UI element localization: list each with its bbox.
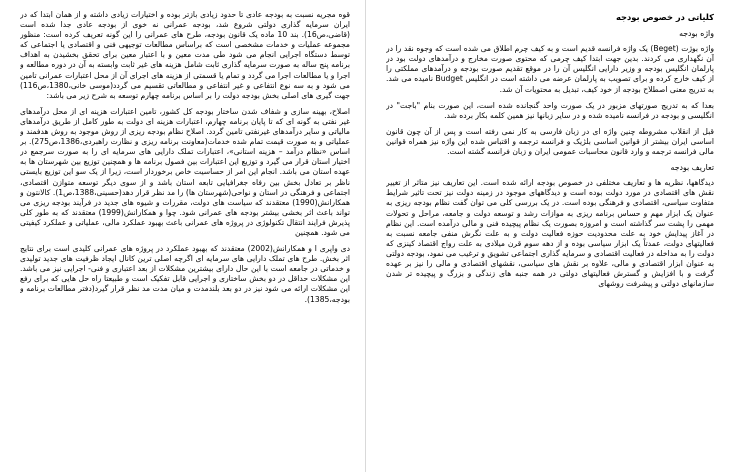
paragraph: اصلاح، بهینه سازی و شفاف شدن ساختار بودجه کل کشور، تامین اعتبارات هزینه ای از محل درآمدهای غیر نفتی به گونه ای که تا پایان برنامه چهارم، اعتبارات هزینه ای دولت به طور کامل از طریق درآمدهای مالیاتی و سایر درآمدهای غیرنفتی تامین گردد. اصلاح نظام بودجه ریزی از روش موجود به روش هدفمند و عملیاتی و به صورت قیمت تمام شده خدمات(معاونت برنامه ریزی و نظارت راهبردی،1386،ص275). بر اساس «نظام درآمد – هزینه استانی»، اعتبارات تملک دارایی های سرمایه ای را به صورت سرجمع در اختیار استان قرار می گیرد و توزیع این اعتبارات بین فصول برنامه ها و همچنین توزیع بین شهرستان ها به عهده استان می باشد. انجام این امر از حساسیت خاص برخوردار است، زیرا از یک سو این توزیع بایستی ناظر بر تعادل بخش بین رفاه جغرافیایی تابعه استان باشد و از سوی دیگر توسعه متوازن اقتصادی، اجتماعی و فرهنگی در استان و نواحی(شهرستان ها) را مد نظر قرار دهد(حسینی،1388،ص1). کالانتون و همکارانش(1990) معتقدند که سیاست های دولت، مقررات و شیوه های جدید در فرآیند بودجه ریزی می تواند باعث اثر بخشی بیشتر بودجه های عمرانی شود. چوا و همکارانش(1999) معتقدند که به طور کلی پذیرش فرایند انتقال تکنولوژی در پروژه های عمرانی باعث بهبود عملکرد مالی، عملیاتی و عملکرد کیفیتی می شود. همچنین [20,106,350,237]
paragraph: واژه بوژت (Beget) یک واژه فرانسه قدیم است و به کیف چرم اطلاق می شده است که وجوه نقد را در آن نگهداری می کردند. بدین جهت ابتدا کیف چرمی که محتوی صورت مخارج و درآمدهای دولت بود در پارلمان انگلیس بودجه و وزیر دارایی انگلیس آن را در موقع تقدیم صورت بودجه و درآمدهای مملکتی را از کیف خارج کرده و برای تصویب به پارلمان عرضه می داشته است در انگلیس Budget نامیده می شد. به تدریج معنی اصطلاح بودجه از خود کیف، تبدیل به محتویات آن شد. [386,44,714,94]
page-title: کلیاتی در خصوص بودجه [615,12,714,22]
paragraph: قبل از انقلاب مشروطه چنین واژه ای در زبان فارسی به کار نمی رفته است و پس از آن چون قانون اساسی ایران بیشتر از قوانین اساسی بلژیک و فرانسه ترجمه و اقتباس شده این واژه نیز همراه قوانین مالی فرانسه ترجمه و وارد قانون محاسبات عمومی ایران و زبان فرانسه گشته است. [386,126,714,157]
right-page [366,0,732,472]
paragraph: دیدگاهها، نظریه ها و تعاریف مختلفی در خصوص بودجه ارائه شده است. این تعاریف نیز متاثر از تغییر نقش های اقتصادی در مورد دولت بوده است و دیدگاههای موجود در زمینه دولت نیز تحت تاثیر شرایط متفاوت سیاسی، اقتصادی و فرهنگی بوده است. در یک بررسی کلی می توان گفت نظام بودجه ریزی به عنوان یک ابزار مهم و حساس برنامه ریزی به موازات رشد و توسعه دولت و جامعه، مراحل و تحولات مهمی را پشت سر گذاشته است و امروزه بصورت یک نظام پیچیده فنی و مالی درآمده است. این نظام در آغاز پیدایش خود به علت محدودیت حوزه فعالیت دولت و به علت نگرش منفی جامعه نسبت به فعالیتهای دولت، عمدتاً یک ابزار سیاسی بوده و از دهه سوم قرن میلادی به علت رواج اقتصاد کینزی که دولت را به مداخله در فعالیت اقتصادی و سرمایه گذاری اجتماعی تشویق و ترغیب می نمود، بودجه دولتی به عنوان ابزار اقتصادی و مالی، علاوه بر نقش های سیاسی، نقشهای اقتصادی و مالی را نیز بر عهده گرفت و با افزایش و گسترش فعالیتهای دولتی در همه جنبه های زندگی و بزرگ و پیچیده تر شدن سازمانهای دولتی و پیشرفت روشهای [386,178,714,289]
left-page-text [20,10,350,450]
section-heading: واژه بودجه [679,29,714,39]
section-heading: تعاریف بودجه [670,163,714,173]
paragraph: دی واپری ا و همکارانش(2002) معتقدند که بهبود عملکرد در پروژه های عمرانی کلیدی است برای نتایج اثر بخش. طرح های تملک دارایی های سرمایه ای اگرچه اصلی ترین کانال ایجاد ظرفیت های جدید تولیدی و خدماتی در جامعه است با این حال دارای بیشترین مشکلات از بعد اعتباری و فنی- اجرایی نیز می باشد. این مشکلات حداقل در دو بخش ساختاری و اجرایی قابل تفکیک است و طبیعتا راه حل هایی که برای رفع این مشکلات ارائه می شود نیز در دو بعد بلندمدت و میان مدت مد نظر قرار گیرد(دفتر مطالعات برنامه و بودجه،1385). [20,244,350,304]
paragraph: بعدا که به تدریج صورتهای مزبور در یک صورت واحد گنجانده شده است، این صورت بنام "باجت" در انگلیسی و بودجه در فرانسه نامیده شده و در سایر زبانها نیز همین کلمه بکار برده شد. [386,100,714,120]
right-page-text [386,12,714,457]
paragraph: قوه مجریه نسبت به بودجه عادی تا حدود زیادی بازتر بوده و اختیارات زیادی داشته و از همان ابتدا که در ایران سرمایه گذاری دولتی شروع شد، بودجه عمرانی نه خوی از بودجه عادی جدا شده است (قاضی،ص16). بند 10 ماده یک قانون بودجه، طرح های عمرانی را این گونه تعریف کرده است: منظور مجموعه عملیات و خدمات مشخصی است که براساس مطالعات توجیهی فنی و اقتصادی یا اجتماعی که توسط دستگاه اجرایی انجام می شود طی مدت معین و با اعتبار معین برای تحقق بخشیدن به اهداف برنامه پنج ساله به صورت سرمایه گذاری ثابت شامل هزینه های غیر ثابت وابسته به آن در دوره مطالعه و اجرا و یا مطالعات اجرا می گردد و تمام یا قسمتی از هزینه های اجرای آن از محل اعتبارات عمرانی تامین می شود و به سه نوع انتفاعی و غیر انتفاعی و مطالعاتی تقسیم می گردد(موسی خانی،1380،ص116) جهت گیری های اصلی بخش بودجه دولت را بر اساس برنامه چهارم توسعه به شرح زیر می باشد: [20,10,350,100]
